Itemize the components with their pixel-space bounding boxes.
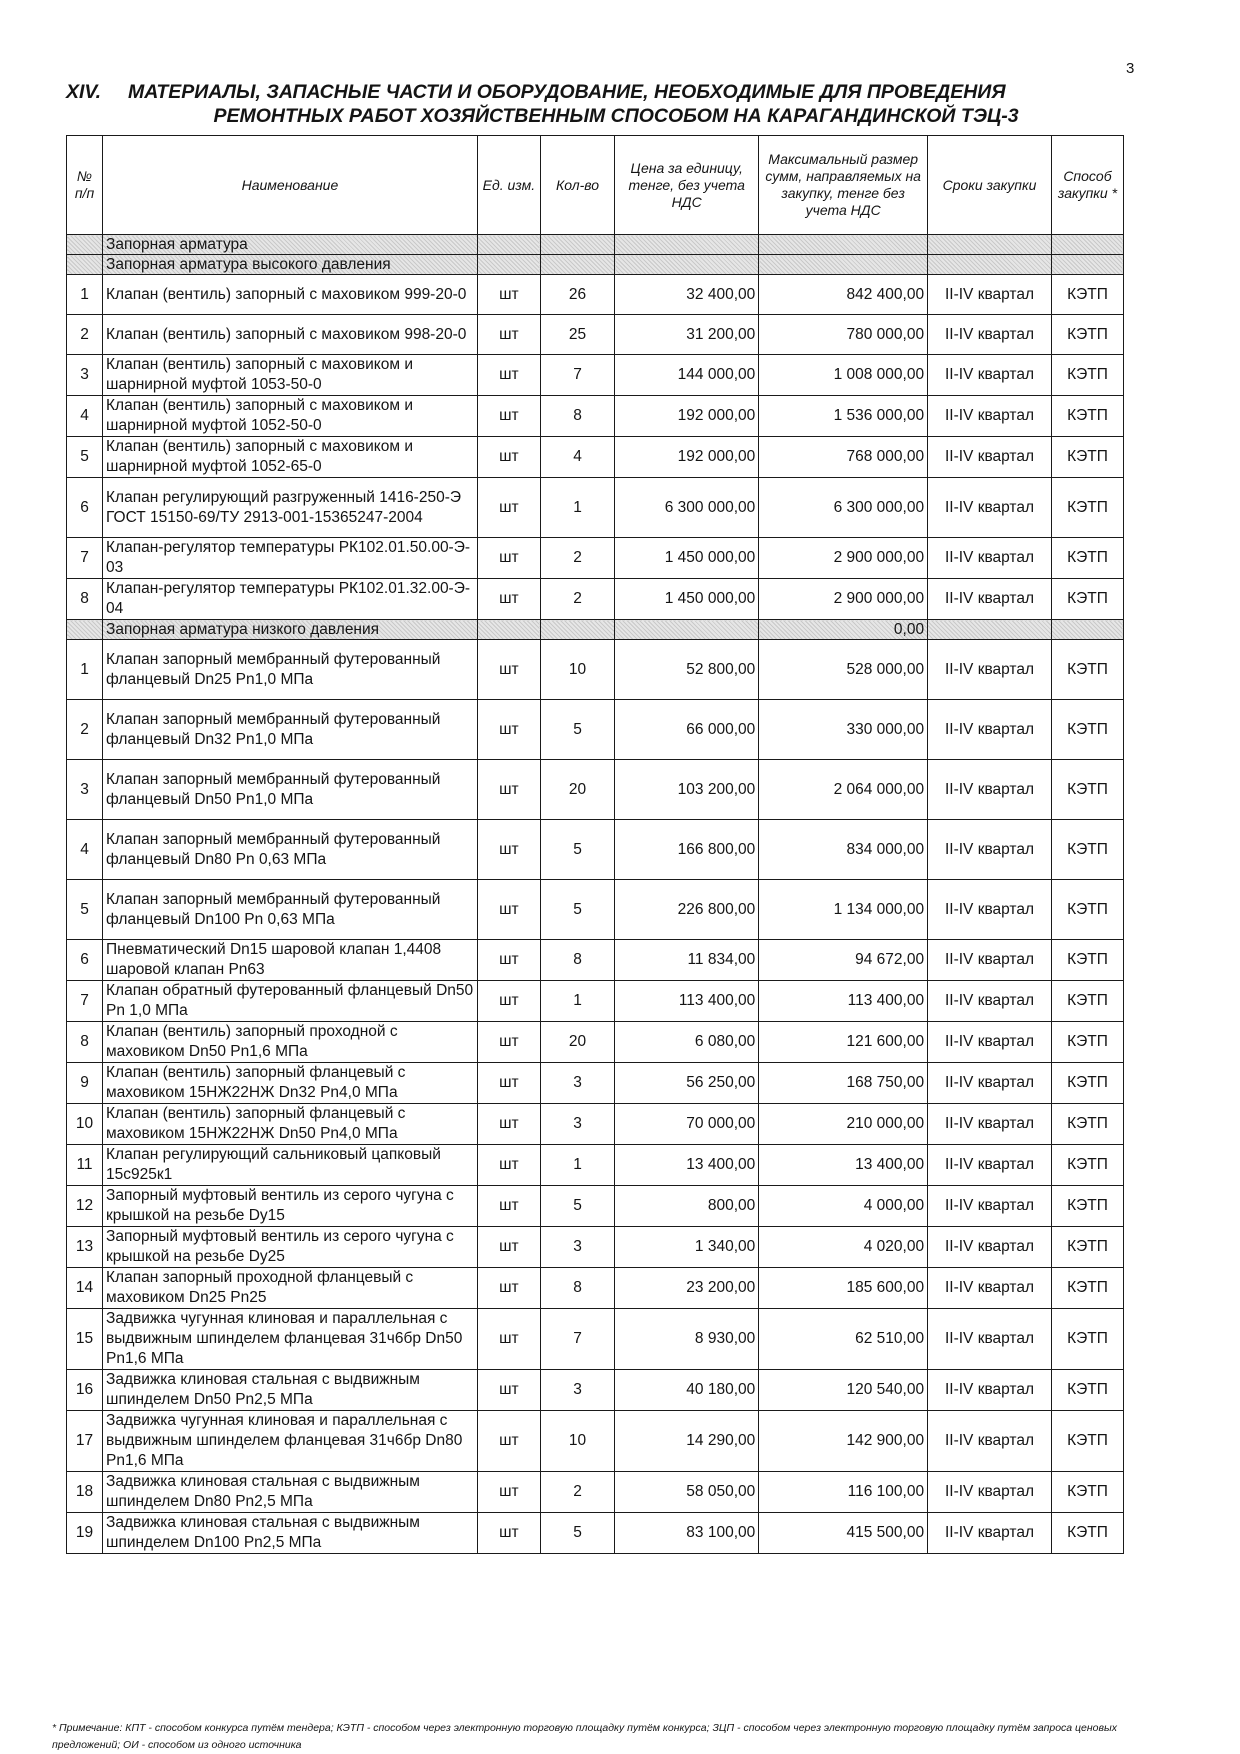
item-price: 13 400,00 [615, 1145, 759, 1186]
item-max-sum: 94 672,00 [759, 940, 928, 981]
row-num: 3 [67, 355, 103, 396]
row-num: 15 [67, 1309, 103, 1370]
item-terms: II-IV квартал [928, 538, 1052, 579]
item-max-sum: 210 000,00 [759, 1104, 928, 1145]
item-method: КЭТП [1051, 1022, 1123, 1063]
item-method: КЭТП [1051, 478, 1123, 538]
section-roman-numeral: XIV. [66, 81, 102, 103]
item-price: 113 400,00 [615, 981, 759, 1022]
item-terms: II-IV квартал [928, 1411, 1052, 1472]
item-qty: 1 [540, 1145, 614, 1186]
item-max-sum: 113 400,00 [759, 981, 928, 1022]
item-method: КЭТП [1051, 1063, 1123, 1104]
item-unit: шт [477, 1063, 540, 1104]
item-price: 1 450 000,00 [615, 579, 759, 620]
item-terms: II-IV квартал [928, 1186, 1052, 1227]
item-method: КЭТП [1051, 275, 1123, 315]
item-price: 144 000,00 [615, 355, 759, 396]
item-method: КЭТП [1051, 1411, 1123, 1472]
item-max-sum: 62 510,00 [759, 1309, 928, 1370]
item-name: Задвижка клиновая стальная с выдвижным шпинделем Dn50 Pn2,5 МПа [103, 1370, 478, 1411]
item-price: 66 000,00 [615, 700, 759, 760]
item-terms: II-IV квартал [928, 1513, 1052, 1554]
item-max-sum: 834 000,00 [759, 820, 928, 880]
item-terms: II-IV квартал [928, 1268, 1052, 1309]
item-terms: II-IV квартал [928, 579, 1052, 620]
header-num: № п/п [67, 136, 103, 235]
section-row-high-pressure [67, 255, 1124, 275]
table-row [67, 1309, 1124, 1370]
item-unit: шт [477, 700, 540, 760]
item-qty: 1 [540, 478, 614, 538]
table-row [67, 981, 1124, 1022]
item-name: Клапан запорный проходной фланцевый с маховиком Dn25 Pn25 [103, 1268, 478, 1309]
row-num: 14 [67, 1268, 103, 1309]
table-row [67, 396, 1124, 437]
item-price: 40 180,00 [615, 1370, 759, 1411]
item-price: 226 800,00 [615, 880, 759, 940]
table-row [67, 1145, 1124, 1186]
item-qty: 10 [540, 640, 614, 700]
item-price: 32 400,00 [615, 275, 759, 315]
item-method: КЭТП [1051, 1186, 1123, 1227]
item-max-sum: 4 000,00 [759, 1186, 928, 1227]
table-row [67, 880, 1124, 940]
item-unit: шт [477, 1309, 540, 1370]
item-method: КЭТП [1051, 1472, 1123, 1513]
item-qty: 7 [540, 355, 614, 396]
item-unit: шт [477, 538, 540, 579]
item-method: КЭТП [1051, 700, 1123, 760]
item-name: Задвижка клиновая стальная с выдвижным шпинделем Dn80 Pn2,5 МПа [103, 1472, 478, 1513]
table-row [67, 538, 1124, 579]
item-unit: шт [477, 1186, 540, 1227]
document-title [66, 80, 1126, 128]
item-unit: шт [477, 1268, 540, 1309]
item-unit: шт [477, 820, 540, 880]
row-num: 17 [67, 1411, 103, 1472]
table-row [67, 1104, 1124, 1145]
item-terms: II-IV квартал [928, 1022, 1052, 1063]
header-unit: Ед. изм. [477, 136, 540, 235]
item-method: КЭТП [1051, 640, 1123, 700]
table-row [67, 820, 1124, 880]
item-max-sum: 120 540,00 [759, 1370, 928, 1411]
row-num: 4 [67, 820, 103, 880]
item-method: КЭТП [1051, 1309, 1123, 1370]
item-price: 1 450 000,00 [615, 538, 759, 579]
item-price: 83 100,00 [615, 1513, 759, 1554]
item-unit: шт [477, 1227, 540, 1268]
item-terms: II-IV квартал [928, 478, 1052, 538]
item-price: 23 200,00 [615, 1268, 759, 1309]
item-unit: шт [477, 478, 540, 538]
item-price: 8 930,00 [615, 1309, 759, 1370]
item-max-sum: 1 134 000,00 [759, 880, 928, 940]
item-qty: 5 [540, 880, 614, 940]
row-num: 11 [67, 1145, 103, 1186]
item-name: Клапан-регулятор температуры РК102.01.50.00-Э- 03 [103, 538, 478, 579]
item-qty: 2 [540, 1472, 614, 1513]
item-qty: 25 [540, 315, 614, 355]
item-qty: 5 [540, 1186, 614, 1227]
item-name: Задвижка клиновая стальная с выдвижным шпинделем Dn100 Pn2,5 МПа [103, 1513, 478, 1554]
item-price: 70 000,00 [615, 1104, 759, 1145]
item-terms: II-IV квартал [928, 437, 1052, 478]
item-qty: 3 [540, 1104, 614, 1145]
item-terms: II-IV квартал [928, 396, 1052, 437]
item-qty: 7 [540, 1309, 614, 1370]
item-max-sum: 780 000,00 [759, 315, 928, 355]
item-terms: II-IV квартал [928, 1227, 1052, 1268]
table-row [67, 1513, 1124, 1554]
item-qty: 5 [540, 700, 614, 760]
table-row [67, 1227, 1124, 1268]
item-name: Задвижка чугунная клиновая и параллельная с выдвижным шпинделем фланцевая 31ч6бр Dn80 Pn1,6 МПа [103, 1411, 478, 1472]
item-name: Клапан (вентиль) запорный проходной с маховиком Dn50 Pn1,6 МПа [103, 1022, 478, 1063]
item-terms: II-IV квартал [928, 1145, 1052, 1186]
item-method: КЭТП [1051, 820, 1123, 880]
item-method: КЭТП [1051, 1268, 1123, 1309]
item-terms: II-IV квартал [928, 355, 1052, 396]
item-terms: II-IV квартал [928, 275, 1052, 315]
item-unit: шт [477, 1145, 540, 1186]
item-name: Задвижка чугунная клиновая и параллельная с выдвижным шпинделем фланцевая 31ч6бр Dn50 Pn1,6 МПа [103, 1309, 478, 1370]
item-terms: II-IV квартал [928, 820, 1052, 880]
table-row [67, 355, 1124, 396]
item-method: КЭТП [1051, 1145, 1123, 1186]
footnote: * Примечание: КПТ - способом конкурса путём тендера; КЭТП - способом через электронную торговую площадку путём конкурса; ЗЦП - способом через электронную торговую площадку путём запроса ценовых предложений; ОИ - способом из одного источника [52, 1722, 1117, 1751]
row-num: 5 [67, 437, 103, 478]
section-label: Запорная арматура высокого давления [103, 255, 478, 275]
item-method: КЭТП [1051, 538, 1123, 579]
item-unit: шт [477, 275, 540, 315]
row-num: 10 [67, 1104, 103, 1145]
item-qty: 8 [540, 940, 614, 981]
item-name: Клапан-регулятор температуры РК102.01.32.00-Э- 04 [103, 579, 478, 620]
item-unit: шт [477, 1370, 540, 1411]
item-name: Клапан (вентиль) запорный фланцевый с маховиком 15НЖ22НЖ Dn32 Pn4,0 МПа [103, 1063, 478, 1104]
materials-table [66, 135, 1124, 1554]
item-method: КЭТП [1051, 880, 1123, 940]
item-price: 6 080,00 [615, 1022, 759, 1063]
row-num: 2 [67, 315, 103, 355]
item-qty: 8 [540, 396, 614, 437]
item-max-sum: 4 020,00 [759, 1227, 928, 1268]
item-method: КЭТП [1051, 579, 1123, 620]
row-num: 8 [67, 579, 103, 620]
row-num: 3 [67, 760, 103, 820]
section-row-low-pressure [67, 620, 1124, 640]
row-num: 6 [67, 940, 103, 981]
item-name: Пневматический Dn15 шаровой клапан 1,4408 шаровой клапан Pn63 [103, 940, 478, 981]
table-row [67, 1186, 1124, 1227]
row-num: 7 [67, 981, 103, 1022]
item-qty: 3 [540, 1227, 614, 1268]
table-row [67, 1063, 1124, 1104]
item-qty: 2 [540, 538, 614, 579]
section-row-shutoff-valves [67, 235, 1124, 255]
item-qty: 8 [540, 1268, 614, 1309]
item-max-sum: 2 064 000,00 [759, 760, 928, 820]
item-method: КЭТП [1051, 355, 1123, 396]
item-terms: II-IV квартал [928, 1472, 1052, 1513]
item-unit: шт [477, 437, 540, 478]
row-num: 4 [67, 396, 103, 437]
item-terms: II-IV квартал [928, 981, 1052, 1022]
item-qty: 1 [540, 981, 614, 1022]
row-num: 12 [67, 1186, 103, 1227]
row-num: 5 [67, 880, 103, 940]
table-row [67, 700, 1124, 760]
item-name: Клапан (вентиль) запорный с маховиком 998-20-0 [103, 315, 478, 355]
header-method: Способ закупки * [1051, 136, 1123, 235]
item-name: Клапан (вентиль) запорный с маховиком 999-20-0 [103, 275, 478, 315]
item-price: 14 290,00 [615, 1411, 759, 1472]
row-num: 9 [67, 1063, 103, 1104]
item-price: 58 050,00 [615, 1472, 759, 1513]
item-max-sum: 1 008 000,00 [759, 355, 928, 396]
item-unit: шт [477, 760, 540, 820]
item-terms: II-IV квартал [928, 1309, 1052, 1370]
item-name: Запорный муфтовый вентиль из серого чугуна с крышкой на резьбе Dy25 [103, 1227, 478, 1268]
item-qty: 5 [540, 820, 614, 880]
table-row [67, 579, 1124, 620]
title-line-1: МАТЕРИАЛЫ, ЗАПАСНЫЕ ЧАСТИ И ОБОРУДОВАНИЕ, НЕОБХОДИМЫЕ ДЛЯ ПРОВЕДЕНИЯ [128, 81, 1006, 103]
row-num: 6 [67, 478, 103, 538]
table-row [67, 478, 1124, 538]
item-unit: шт [477, 1513, 540, 1554]
item-terms: II-IV квартал [928, 640, 1052, 700]
row-num: 18 [67, 1472, 103, 1513]
header-max-sum: Максимальный размер сумм, направляемых на закупку, тенге без учета НДС [759, 136, 928, 235]
item-method: КЭТП [1051, 981, 1123, 1022]
item-price: 56 250,00 [615, 1063, 759, 1104]
item-method: КЭТП [1051, 315, 1123, 355]
table-row [67, 1472, 1124, 1513]
item-price: 6 300 000,00 [615, 478, 759, 538]
item-max-sum: 168 750,00 [759, 1063, 928, 1104]
section-value [759, 235, 928, 255]
table-row [67, 437, 1124, 478]
item-method: КЭТП [1051, 1513, 1123, 1554]
item-max-sum: 842 400,00 [759, 275, 928, 315]
item-name: Клапан (вентиль) запорный с маховиком и шарнирной муфтой 1052-65-0 [103, 437, 478, 478]
item-name: Клапан (вентиль) запорный фланцевый с маховиком 15НЖ22НЖ Dn50 Pn4,0 МПа [103, 1104, 478, 1145]
item-max-sum: 768 000,00 [759, 437, 928, 478]
item-name: Клапан запорный мембранный футерованный фланцевый Dn80 Pn 0,63 МПа [103, 820, 478, 880]
item-method: КЭТП [1051, 760, 1123, 820]
item-unit: шт [477, 1022, 540, 1063]
table-row [67, 1268, 1124, 1309]
table-header-row [67, 136, 1124, 235]
item-terms: II-IV квартал [928, 940, 1052, 981]
section-value: 0,00 [759, 620, 928, 640]
item-unit: шт [477, 940, 540, 981]
item-max-sum: 13 400,00 [759, 1145, 928, 1186]
section-value [759, 255, 928, 275]
item-method: КЭТП [1051, 1104, 1123, 1145]
title-line-2: РЕМОНТНЫХ РАБОТ ХОЗЯЙСТВЕННЫМ СПОСОБОМ НА КАРАГАНДИНСКОЙ ТЭЦ-3 [213, 105, 1019, 127]
item-qty: 26 [540, 275, 614, 315]
header-price: Цена за единицу, тенге, без учета НДС [615, 136, 759, 235]
table-row [67, 1370, 1124, 1411]
item-name: Клапан (вентиль) запорный с маховиком и шарнирной муфтой 1053-50-0 [103, 355, 478, 396]
item-max-sum: 142 900,00 [759, 1411, 928, 1472]
item-max-sum: 330 000,00 [759, 700, 928, 760]
item-terms: II-IV квартал [928, 760, 1052, 820]
table-row [67, 760, 1124, 820]
item-terms: II-IV квартал [928, 1104, 1052, 1145]
item-unit: шт [477, 880, 540, 940]
item-terms: II-IV квартал [928, 700, 1052, 760]
item-max-sum: 116 100,00 [759, 1472, 928, 1513]
table-row [67, 1022, 1124, 1063]
item-max-sum: 2 900 000,00 [759, 579, 928, 620]
item-max-sum: 2 900 000,00 [759, 538, 928, 579]
table-row [67, 315, 1124, 355]
item-name: Клапан запорный мембранный футерованный фланцевый Dn100 Pn 0,63 МПа [103, 880, 478, 940]
item-name: Клапан обратный футерованный фланцевый Dn50 Pn 1,0 МПа [103, 981, 478, 1022]
item-price: 1 340,00 [615, 1227, 759, 1268]
item-qty: 4 [540, 437, 614, 478]
item-price: 192 000,00 [615, 396, 759, 437]
row-num: 13 [67, 1227, 103, 1268]
item-unit: шт [477, 396, 540, 437]
item-qty: 10 [540, 1411, 614, 1472]
item-unit: шт [477, 579, 540, 620]
item-qty: 2 [540, 579, 614, 620]
item-max-sum: 1 536 000,00 [759, 396, 928, 437]
page-number: 3 [1126, 60, 1135, 77]
section-label: Запорная арматура низкого давления [103, 620, 478, 640]
item-max-sum: 528 000,00 [759, 640, 928, 700]
item-unit: шт [477, 1472, 540, 1513]
item-price: 192 000,00 [615, 437, 759, 478]
item-terms: II-IV квартал [928, 315, 1052, 355]
item-price: 31 200,00 [615, 315, 759, 355]
item-price: 166 800,00 [615, 820, 759, 880]
item-max-sum: 415 500,00 [759, 1513, 928, 1554]
header-terms: Сроки закупки [928, 136, 1052, 235]
item-method: КЭТП [1051, 1227, 1123, 1268]
item-max-sum: 185 600,00 [759, 1268, 928, 1309]
item-qty: 20 [540, 1022, 614, 1063]
item-name: Клапан регулирующий сальниковый цапковый 15с925к1 [103, 1145, 478, 1186]
item-name: Запорный муфтовый вентиль из серого чугуна с крышкой на резьбе Dy15 [103, 1186, 478, 1227]
header-name: Наименование [103, 136, 478, 235]
item-method: КЭТП [1051, 940, 1123, 981]
item-unit: шт [477, 1411, 540, 1472]
row-num: 1 [67, 640, 103, 700]
item-qty: 3 [540, 1370, 614, 1411]
table-row [67, 275, 1124, 315]
item-name: Клапан запорный мембранный футерованный фланцевый Dn32 Pn1,0 МПа [103, 700, 478, 760]
item-method: КЭТП [1051, 396, 1123, 437]
item-method: КЭТП [1051, 437, 1123, 478]
item-unit: шт [477, 640, 540, 700]
table-row [67, 940, 1124, 981]
item-max-sum: 121 600,00 [759, 1022, 928, 1063]
item-max-sum: 6 300 000,00 [759, 478, 928, 538]
row-num: 8 [67, 1022, 103, 1063]
item-name: Клапан запорный мембранный футерованный фланцевый Dn25 Pn1,0 МПа [103, 640, 478, 700]
item-unit: шт [477, 355, 540, 396]
item-name: Клапан (вентиль) запорный с маховиком и шарнирной муфтой 1052-50-0 [103, 396, 478, 437]
table-row [67, 1411, 1124, 1472]
item-price: 52 800,00 [615, 640, 759, 700]
item-price: 103 200,00 [615, 760, 759, 820]
item-name: Клапан регулирующий разгруженный 1416-250-Э ГОСТ 15150-69/ТУ 2913-001-15365247-2004 [103, 478, 478, 538]
item-price: 800,00 [615, 1186, 759, 1227]
item-unit: шт [477, 315, 540, 355]
section-label: Запорная арматура [103, 235, 478, 255]
row-num: 16 [67, 1370, 103, 1411]
row-num: 19 [67, 1513, 103, 1554]
row-num: 1 [67, 275, 103, 315]
item-qty: 5 [540, 1513, 614, 1554]
item-name: Клапан запорный мембранный футерованный фланцевый Dn50 Pn1,0 МПа [103, 760, 478, 820]
row-num: 2 [67, 700, 103, 760]
item-qty: 20 [540, 760, 614, 820]
item-unit: шт [477, 1104, 540, 1145]
item-method: КЭТП [1051, 1370, 1123, 1411]
item-terms: II-IV квартал [928, 1063, 1052, 1104]
row-num: 7 [67, 538, 103, 579]
item-terms: II-IV квартал [928, 1370, 1052, 1411]
item-price: 11 834,00 [615, 940, 759, 981]
item-unit: шт [477, 981, 540, 1022]
header-qty: Кол-во [540, 136, 614, 235]
item-terms: II-IV квартал [928, 880, 1052, 940]
table-row [67, 640, 1124, 700]
item-qty: 3 [540, 1063, 614, 1104]
